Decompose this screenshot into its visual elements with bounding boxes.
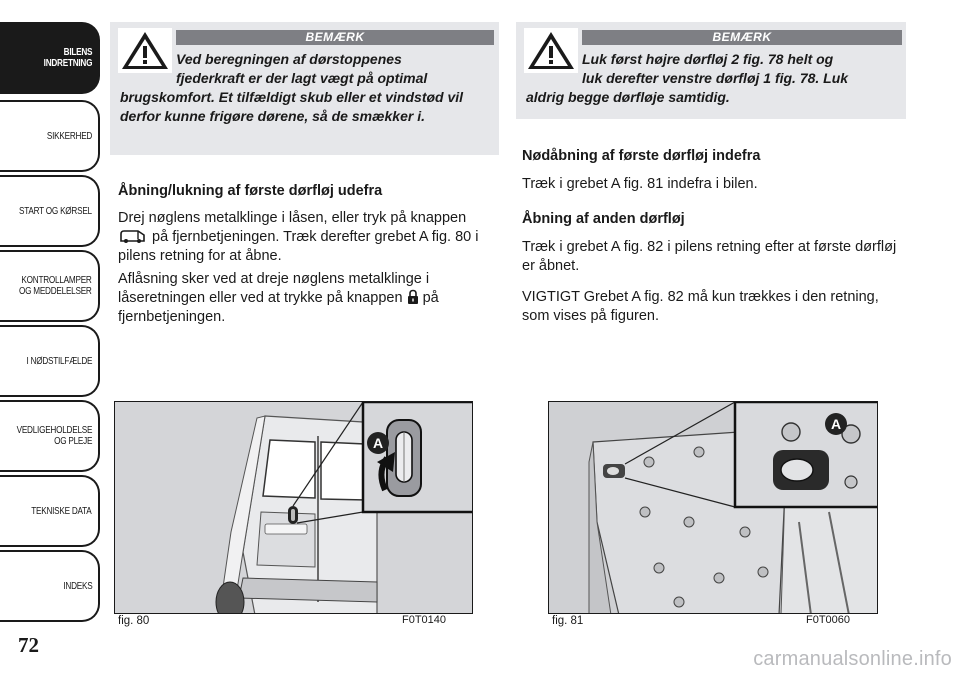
- notice-box-left: [110, 22, 499, 155]
- section-heading-open-second-door: Åbning af anden dørfløj: [522, 211, 685, 227]
- van-unlock-icon: [118, 228, 148, 244]
- notice-box-right: [516, 22, 906, 119]
- notice-text: Ved beregningen af dørstoppenes fjederkraft er der lagt vægt på optimal brugskomfort. Et tilfældigt skub eller et vindstød vil derfor kunne frigøre dørene, så de smækker i.: [120, 51, 464, 124]
- figure-code-81: F0T0060: [806, 614, 851, 626]
- callout-a-badge: A: [825, 413, 847, 435]
- tab-i-nodstilfaelde[interactable]: I NØDSTILFÆLDE: [0, 325, 100, 397]
- notice-header: BEMÆRK: [176, 30, 494, 45]
- van-rear-door-illustration: [115, 402, 473, 614]
- padlock-icon: [407, 289, 419, 305]
- tab-bilens-indretning[interactable]: BILENS INDRETNING: [0, 22, 100, 94]
- paragraph-open-instructions: Drej nøglens metalklinge i låsen, eller tryk på knappen på fjernbetjeningen. Træk derefter grebet A fig. 80 i pilens retning for at åbne.: [118, 210, 479, 264]
- tab-tekniske-data[interactable]: TEKNISKE DATA: [0, 475, 100, 547]
- tab-sikkerhed[interactable]: SIKKERHED: [0, 100, 100, 172]
- notice-text: Luk først højre dørfløj 2 fig. 78 helt og luk derefter venstre dørfløj 1 fig. 78. Luk aldrig begge dørfløje samtidig.: [526, 51, 849, 105]
- paragraph-open-second-door: Træk i grebet A fig. 82 i pilens retning efter at første dørfløj er åbnet.: [522, 239, 897, 274]
- callout-a-badge: A: [367, 432, 389, 454]
- figure-80-rear-door-handle: [114, 401, 473, 614]
- tab-vedligeholdelse[interactable]: VEDLIGEHOLDELSE OG PLEJE: [0, 400, 100, 472]
- figure-label-81: fig. 81: [552, 615, 584, 627]
- page-number: 72: [18, 633, 39, 657]
- figure-code-80: F0T0140: [402, 614, 447, 626]
- section-heading-emergency-opening: Nødåbning af første dørfløj indefra: [522, 148, 761, 164]
- paragraph-important-note: VIGTIGT Grebet A fig. 82 må kun trækkes i den retning, som vises på figuren.: [522, 289, 879, 324]
- section-heading-open-first-door: Åbning/lukning af første dørfløj udefra: [118, 183, 383, 199]
- notice-header: BEMÆRK: [582, 30, 902, 45]
- figure-81-interior-door-release: [548, 401, 878, 614]
- tab-indeks[interactable]: INDEKS: [0, 550, 100, 622]
- paragraph-lock-instructions: Aflåsning sker ved at dreje nøglens metalklinge i låseretningen eller ved at trykke på knappen på fjernbetjeningen.: [118, 271, 439, 325]
- paragraph-emergency-opening: Træk i grebet A fig. 81 indefra i bilen.: [522, 176, 758, 192]
- watermark-text: carmanualsonline.info: [753, 648, 952, 670]
- tab-kontrollamper[interactable]: KONTROLLAMPER OG MEDDELELSER: [0, 250, 100, 322]
- interior-door-panel-illustration: [549, 402, 878, 614]
- figure-label-80: fig. 80: [118, 615, 150, 627]
- tab-start-og-korsel[interactable]: START OG KØRSEL: [0, 175, 100, 247]
